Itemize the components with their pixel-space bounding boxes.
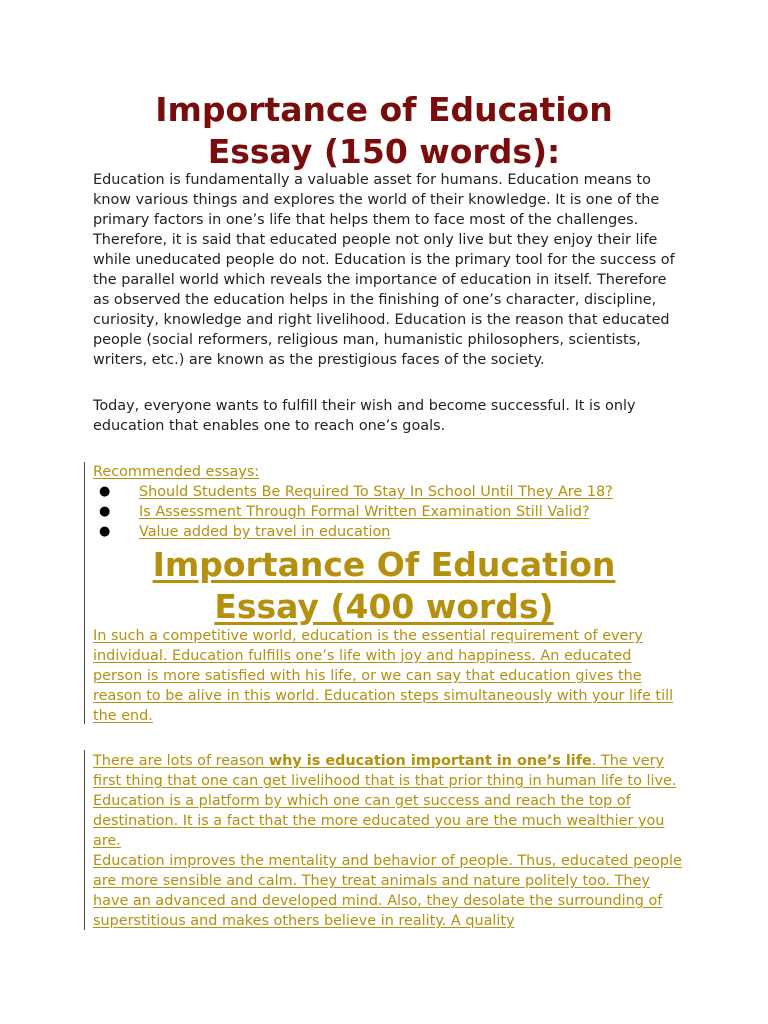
bullet-icon: ● (99, 504, 111, 519)
recommended-link-1[interactable]: Should Students Be Required To Stay In School Until They Are 18? (139, 484, 613, 500)
recommended-label[interactable]: Recommended essays: (93, 464, 260, 480)
page-title-line-1: Importance of Education (155, 90, 613, 129)
section-heading-line-2: Essay (400 words) (214, 587, 554, 626)
recommended-item (93, 482, 673, 502)
bullet-icon: ● (99, 484, 111, 499)
recommended-list (93, 482, 673, 542)
paragraph-intro: Education is fundamentally a valuable asset for humans. Education means to know various things and explores the world of their knowledge. It is one of the primary factors in one’s life that helps them to face most of the challenges. Therefore, it is said that educated people not only live but they enjoy their life while uneducated people do not. Education is the primary tool for the success of the parallel world which reveals the importance of education in itself. Therefore as observed the education helps in the finishing of one’s character, discipline, curiosity, knowledge and right livelihood. Education is the reason that educated people (social reformers, religious man, humanistic philosophers, scientists, writers, etc.) are known as the prestigious faces of the society. (93, 172, 675, 368)
recommended-item (93, 502, 673, 522)
reasons-second: Education improves the mentality and behavior of people. Thus, educated people are more sensible and calm. They treat animals and nature politely too. They have an advanced and developed mind. Also, they desolate the surrounding of superstitious and makes others believe in reality. A quality (93, 853, 682, 929)
bullet-icon: ● (99, 524, 111, 539)
page-title-line-2: Essay (150 words): (207, 132, 561, 171)
reasons-bold: why is education important in one’s life (268, 753, 592, 769)
reasons-intro: There are lots of reason (93, 753, 269, 769)
page-title (93, 89, 675, 173)
recommended-link-3[interactable]: Value added by travel in education (139, 524, 391, 540)
paragraph-reasons[interactable] (93, 751, 683, 931)
paragraph-competitive-world[interactable]: In such a competitive world, education is the essential requirement of every individual. Education fulfills one’s life with joy and happiness. An educated person is more satisfied with his life, or we can say that education gives the reason to be alive in this world. Education steps simultaneously with your life till the end. (93, 628, 674, 724)
recommended-item (93, 522, 673, 542)
change-bar-1 (84, 462, 85, 724)
change-bar-2 (84, 750, 85, 930)
section-heading-400-words[interactable] (93, 544, 675, 628)
recommended-link-2[interactable]: Is Assessment Through Formal Written Examination Still Valid? (139, 504, 590, 520)
paragraph-goals: Today, everyone wants to fulfill their wish and become successful. It is only education that enables one to reach one’s goals. (93, 398, 636, 434)
section-heading-line-1: Importance Of Education (152, 545, 616, 584)
reasons-rest: . The very first thing that one can get livelihood that is that prior thing in human life to live. Education is a platform by which one can get success and reach the top of destination. It is a fact that the more educated you are the much wealthier you are. (93, 753, 677, 849)
